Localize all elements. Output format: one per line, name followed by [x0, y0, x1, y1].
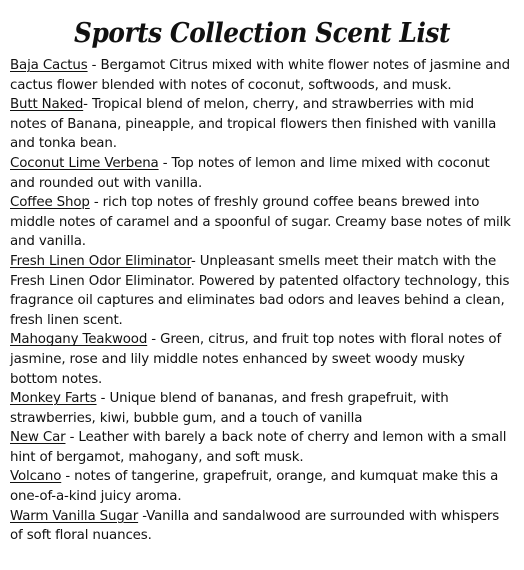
- scent-name: Volcano: [10, 469, 62, 485]
- scent-description: Bergamot Citrus mixed with white flower notes of jasmine and cactus flower blended with notes of coconut, softwoods, and musk.: [10, 58, 510, 93]
- scent-entry: [10, 56, 514, 95]
- scent-name: Baja Cactus: [10, 58, 88, 73]
- scent-description: Leather with barely a back note of cherry and lemon with a small hint of bergamot, mahogany, and soft musk.: [10, 430, 507, 465]
- scent-entry: [10, 95, 514, 154]
- page-title: Sports Collection Scent List: [74, 18, 450, 49]
- scent-entry: [10, 193, 514, 252]
- scent-name: Mahogany Teakwood: [10, 332, 148, 348]
- scent-separator: -: [138, 508, 147, 524]
- scent-description: Unique blend of bananas, and fresh grapefruit, with strawberries, kiwi, bubble gum, and a touch of vanilla: [10, 391, 449, 426]
- scent-name: Monkey Farts: [10, 391, 97, 407]
- scent-name: Warm Vanilla Sugar: [10, 508, 139, 524]
- scent-entry: [10, 507, 514, 546]
- scent-separator: -: [158, 155, 172, 171]
- scent-name: Coconut Lime Verbena: [10, 155, 159, 171]
- scent-separator: -: [61, 469, 75, 485]
- scent-description: Top notes of lemon and lime mixed with coconut and rounded out with vanilla.: [10, 155, 490, 191]
- scent-description: Tropical blend of melon, cherry, and strawberries with mid notes of Banana, pineapple, and tropical flowers then finished with vanilla and tonka bean.: [10, 97, 497, 152]
- scent-entry: [10, 330, 514, 389]
- scent-separator: -: [190, 253, 200, 269]
- scent-separator: -: [96, 391, 110, 407]
- scent-name: Coffee Shop: [10, 195, 90, 211]
- scent-entry: [10, 467, 514, 506]
- scent-description: rich top notes of freshly ground coffee beans brewed into middle notes of caramel and a spoonful of sugar. Creamy base notes of milk and vanilla.: [10, 195, 511, 250]
- scent-description: Green, citrus, and fruit top notes with floral notes of jasmine, rose and lily middle notes enhanced by sweet woody musky bottom notes.: [10, 332, 502, 387]
- scent-description: notes of tangerine, grapefruit, orange, and kumquat make this a one-of-a-kind juicy aroma.: [10, 469, 499, 505]
- scent-name: New Car: [10, 430, 66, 446]
- scent-entry: [10, 389, 514, 428]
- scent-name: Butt Naked: [10, 97, 84, 113]
- scent-separator: -: [89, 195, 103, 211]
- scent-separator: -: [147, 332, 161, 348]
- scent-list: [10, 56, 514, 546]
- scent-separator: -: [65, 430, 79, 446]
- scent-description: Unpleasant smells meet their match with the Fresh Linen Odor Eliminator. Powered by patented olfactory technology, this fragrance oil captures and eliminates bad odors and leaves behind a clean, fresh linen scent.: [10, 253, 510, 328]
- scent-entry: [10, 252, 514, 330]
- scent-name: Fresh Linen Odor Eliminator: [10, 253, 191, 269]
- scent-entry: [10, 428, 514, 467]
- scent-description: Vanilla and sandalwood are surrounded with whispers of soft floral nuances.: [10, 508, 500, 544]
- scent-separator: -: [83, 97, 92, 113]
- scent-entry: [10, 154, 514, 193]
- scent-separator: -: [87, 58, 101, 73]
